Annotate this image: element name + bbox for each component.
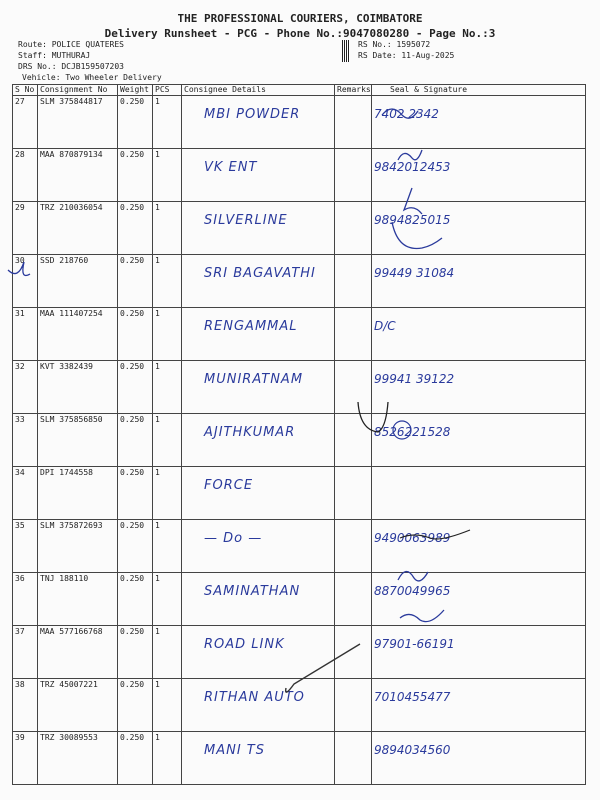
col-header-consignment: Consignment No [38, 85, 118, 96]
cell-pcs: 1 [153, 149, 182, 202]
cell-consignment-no: MAA 577166768 [38, 626, 118, 679]
cell-consignee: MANI TS [182, 732, 335, 785]
signature-scribble-29 [404, 188, 422, 214]
drs-label: DRS No.: DCJB15950720З [18, 62, 124, 71]
cell-consignee: SAMINATHAN [182, 573, 335, 626]
vehicle-label: Vehicle: Two Wheeler Delivery [22, 73, 162, 82]
cell-sno: 35 [13, 520, 38, 573]
cell-signature: 99941 39122 [372, 361, 586, 414]
col-header-sno: S No [13, 85, 38, 96]
cell-consignment-no: MAA 111407254 [38, 308, 118, 361]
cell-signature: 8870049965 [372, 573, 586, 626]
cell-signature: 7402 2342 [372, 96, 586, 149]
signature-scribble-30 [392, 222, 442, 248]
cell-signature: 9842012453 [372, 149, 586, 202]
cell-consignment-no: TRZ 45007221 [38, 679, 118, 732]
cell-consignment-no: DPI 1744558 [38, 467, 118, 520]
cell-pcs: 1 [153, 467, 182, 520]
cell-weight: 0.250 [118, 255, 153, 308]
signature-scribble-28 [398, 150, 422, 160]
cell-consignment-no: TNJ 188110 [38, 573, 118, 626]
cell-sno: 27 [13, 96, 38, 149]
cell-sno: 31 [13, 308, 38, 361]
cell-consignee: FORCE [182, 467, 335, 520]
cell-weight: 0.250 [118, 626, 153, 679]
cell-weight: 0.250 [118, 414, 153, 467]
col-header-weight: Weight [118, 85, 153, 96]
cell-sno: 36 [13, 573, 38, 626]
cell-weight: 0.250 [118, 573, 153, 626]
cell-consignment-no: TRZ 210036054 [38, 202, 118, 255]
cell-weight: 0.250 [118, 520, 153, 573]
cell-consignee: — Do — [182, 520, 335, 573]
cell-consignee: ROAD LINK [182, 626, 335, 679]
cell-consignment-no: MAA 870879134 [38, 149, 118, 202]
runsheet-subtitle: Delivery Runsheet - PCG - Phone No.:9047080280 - Page No.:3 [104, 27, 496, 40]
cell-sno: 32 [13, 361, 38, 414]
row-31-tick-mark [8, 262, 30, 276]
cell-signature: D/C [372, 308, 586, 361]
cell-consignment-no: SSD 218760 [38, 255, 118, 308]
cell-sno: 30 [13, 255, 38, 308]
cell-weight: 0.250 [118, 467, 153, 520]
cell-consignment-no: SLM 375844817 [38, 96, 118, 149]
cell-sno: 34 [13, 467, 38, 520]
cell-pcs: 1 [153, 573, 182, 626]
cell-sno: 39 [13, 732, 38, 785]
signature-scribble-39 [400, 610, 444, 622]
row-34-stamp-mark [358, 402, 388, 432]
cell-consignee: RITHAN AUTO [182, 679, 335, 732]
cell-consignee: SRI BAGAVATHI [182, 255, 335, 308]
cell-pcs: 1 [153, 679, 182, 732]
cell-consignee: VK ENT [182, 149, 335, 202]
company-title: THE PROFESSIONAL COURIERS, COIMBATORE [177, 12, 423, 25]
cell-weight: 0.250 [118, 96, 153, 149]
cell-sno: 33 [13, 414, 38, 467]
cell-signature: 9490063989 [372, 520, 586, 573]
supervisor-signature-stroke [286, 644, 360, 692]
cell-consignee: RENGAMMAL [182, 308, 335, 361]
cell-pcs: 1 [153, 626, 182, 679]
col-header-pcs: PCS [153, 85, 182, 96]
cell-weight: 0.250 [118, 308, 153, 361]
cell-weight: 0.250 [118, 361, 153, 414]
rs-date: RS Date: 11-Aug-2025 [358, 51, 455, 60]
cell-sno: 37 [13, 626, 38, 679]
cell-pcs: 1 [153, 308, 182, 361]
col-header-consignee: Consignee Details [182, 85, 335, 96]
staff-label: Staff: MUTHURAJ [18, 51, 91, 60]
cell-pcs: 1 [153, 414, 182, 467]
cell-pcs: 1 [153, 96, 182, 149]
cell-weight: 0.250 [118, 149, 153, 202]
signature-scribble-38 [398, 571, 428, 580]
cell-consignment-no: KVT 3382439 [38, 361, 118, 414]
rs-number: RS No.: 1595072 [358, 40, 431, 49]
cell-signature: 9894825015 [372, 202, 586, 255]
cell-weight: 0.250 [118, 732, 153, 785]
col-header-remarks: Remarks [335, 85, 372, 96]
cell-pcs: 1 [153, 361, 182, 414]
cell-weight: 0.250 [118, 202, 153, 255]
cell-signature: 8526221528 [372, 414, 586, 467]
signature-scribble-37 [400, 530, 470, 539]
cell-signature: 97901-66191 [372, 626, 586, 679]
cell-consignment-no: SLM 375872693 [38, 520, 118, 573]
cell-sno: 29 [13, 202, 38, 255]
cell-consignee: AJITHKUMAR [182, 414, 335, 467]
cell-sno: 38 [13, 679, 38, 732]
cell-signature: 99449 31084 [372, 255, 586, 308]
row-35-stamp-circle [393, 421, 411, 439]
cell-consignment-no: TRZ 30089553 [38, 732, 118, 785]
cell-pcs: 1 [153, 520, 182, 573]
cell-signature: 7010455477 [372, 679, 586, 732]
cell-weight: 0.250 [118, 679, 153, 732]
cell-pcs: 1 [153, 255, 182, 308]
cell-consignment-no: SLM 375856850 [38, 414, 118, 467]
cell-pcs: 1 [153, 202, 182, 255]
route-label: Route: POLICE QUATERES [18, 40, 124, 49]
cell-signature: 9894034560 [372, 732, 586, 785]
cell-sno: 28 [13, 149, 38, 202]
cell-consignee: MBI POWDER [182, 96, 335, 149]
cell-consignee: MUNIRATNAM [182, 361, 335, 414]
cell-consignee: SILVERLINE [182, 202, 335, 255]
col-header-signature: Seal & Signature [372, 85, 586, 96]
signature-scribble-27 [382, 109, 418, 118]
cell-pcs: 1 [153, 732, 182, 785]
